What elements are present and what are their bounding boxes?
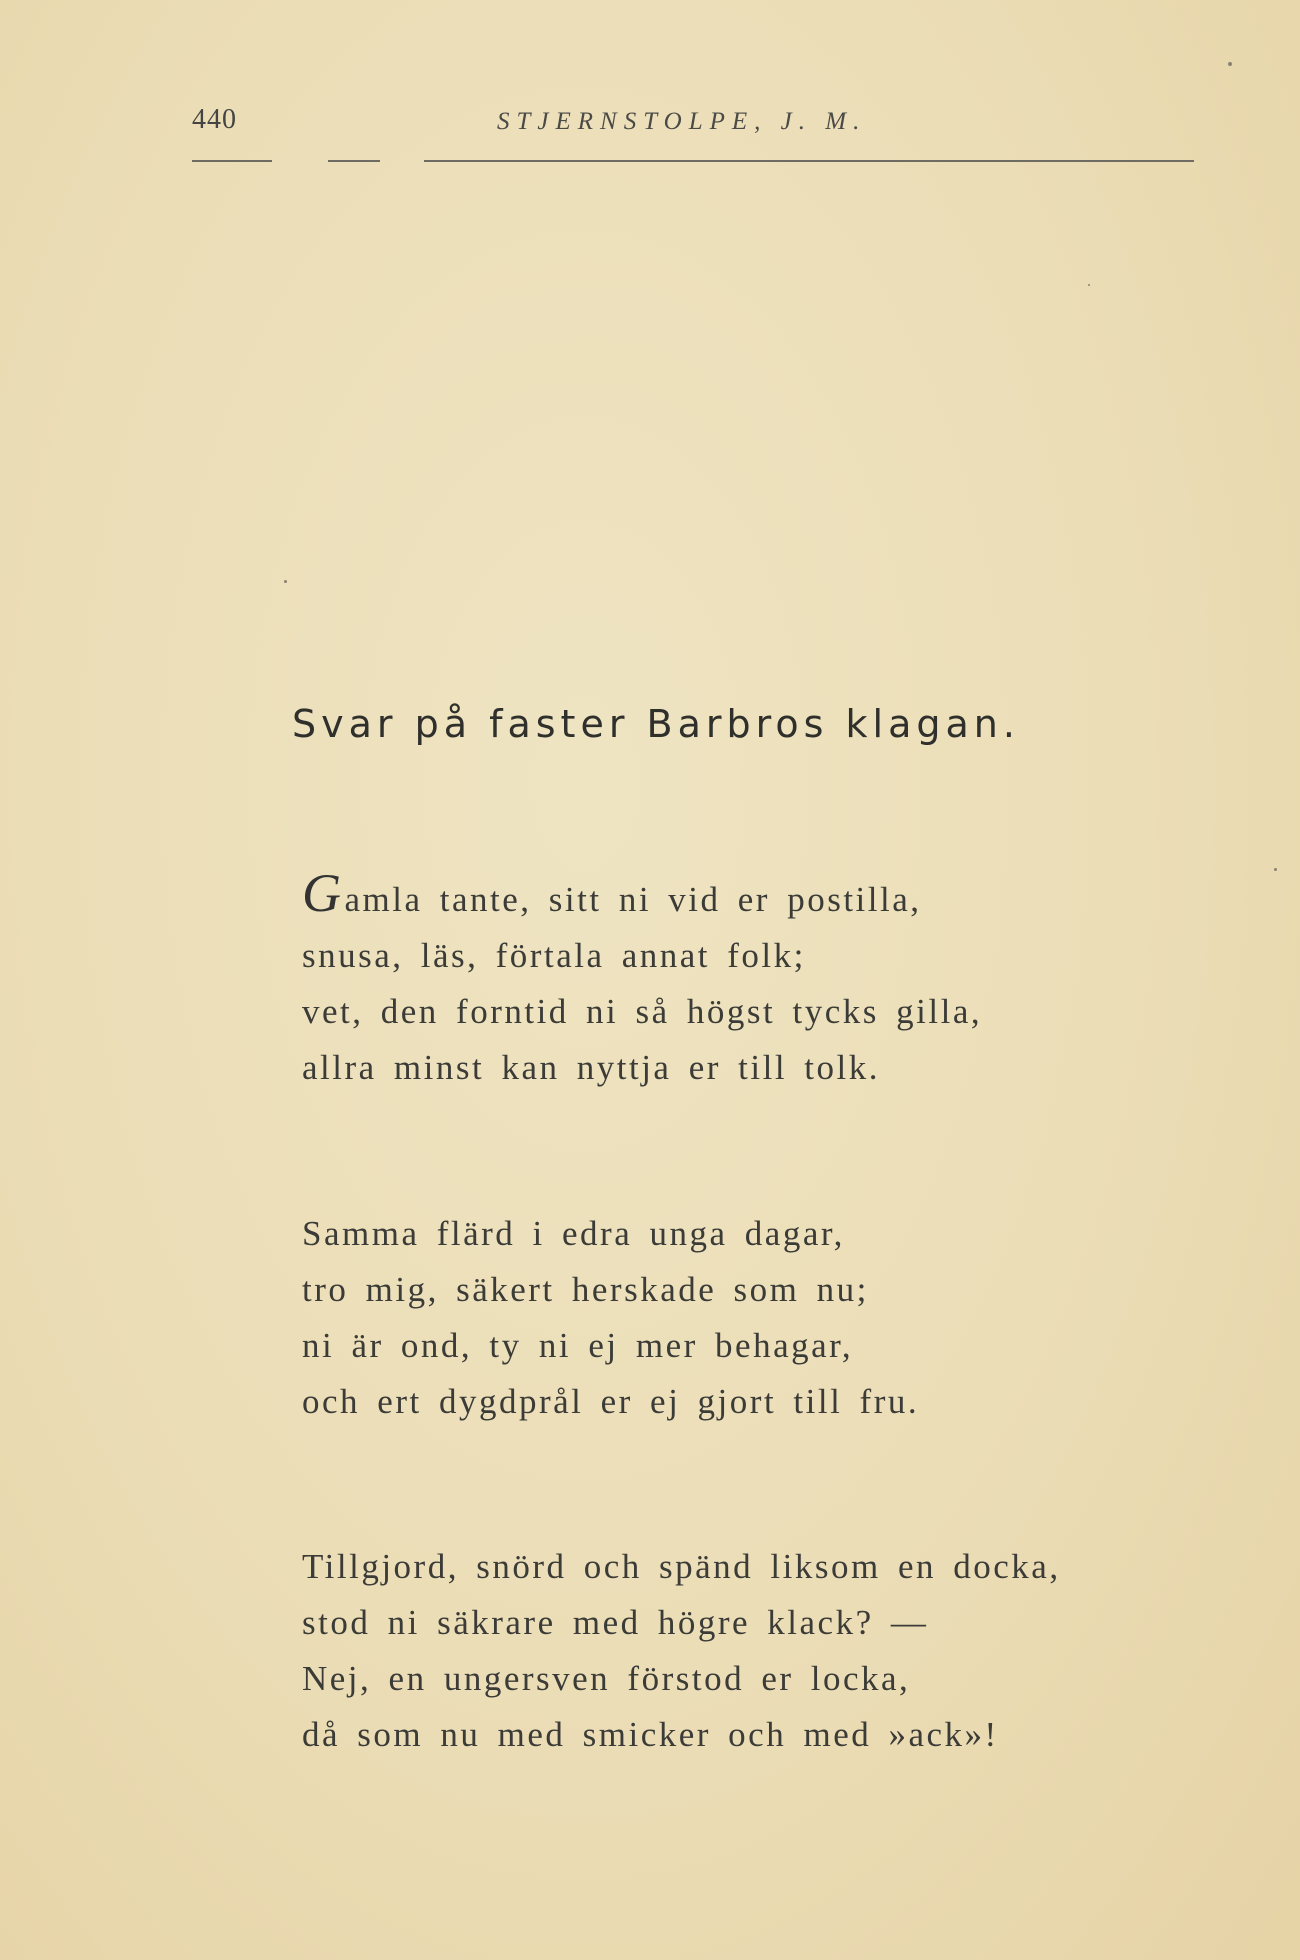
poem-line: då som nu med smicker och med »ack»! [302,1715,999,1754]
poem-line: vet, den forntid ni så högst tycks gilla, [302,992,983,1031]
drop-initial: G [302,863,344,923]
poem-line: Tillgjord, snörd och spänd liksom en docka, [302,1547,1061,1586]
poem-title: Svar på faster Barbros klagan. [292,702,1020,746]
poem-line-text: amla tante, sitt ni vid er postilla, [344,880,922,919]
poem-line: Samma flärd i edra unga dagar, [302,1214,845,1253]
stanza-1 [302,863,1202,1096]
poem-line: ni är ond, ty ni ej mer behagar, [302,1326,854,1365]
paper-speck [1274,868,1277,871]
page-header [192,104,1192,144]
poem-line: tro mig, säkert herskade som nu; [302,1270,869,1309]
stanza-3 [302,1539,1202,1763]
poem-line: stod ni säkrare med högre klack? — [302,1603,929,1642]
stanza-2 [302,1206,1202,1430]
header-rule [192,160,272,162]
page-number: 440 [192,104,237,135]
paper-speck [1088,284,1090,286]
header-rule [424,160,1194,162]
poem-line: Nej, en ungersven förstod er locka, [302,1659,911,1698]
poem-line [302,863,1202,928]
running-head: STJERNSTOLPE, J. M. [497,108,867,135]
header-rule [328,160,380,162]
paper-speck [1228,62,1232,66]
paper-speck [284,580,287,583]
poem-line: och ert dygdprål er ej gjort till fru. [302,1382,920,1421]
poem-line: allra minst kan nyttja er till tolk. [302,1048,880,1087]
poem-line: snusa, läs, förtala annat folk; [302,936,806,975]
